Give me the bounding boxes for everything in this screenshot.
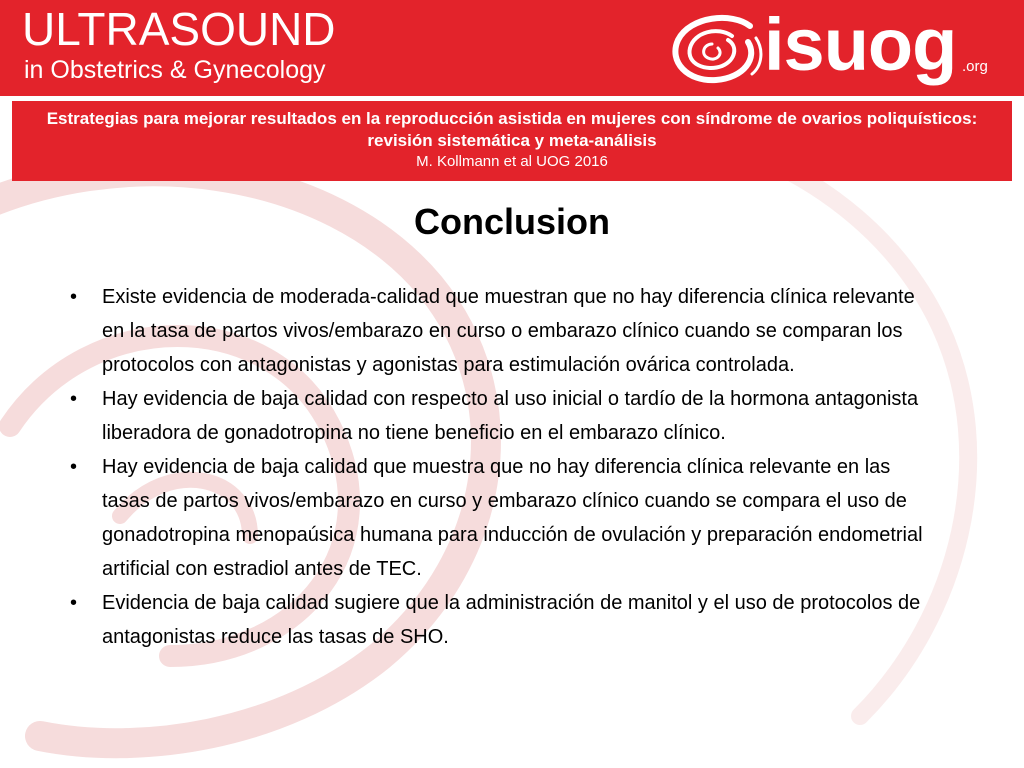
isuog-logo-suffix: .org xyxy=(962,58,988,75)
isuog-logo-text: isuog xyxy=(764,3,957,86)
header-banner xyxy=(0,0,1024,96)
article-title-box xyxy=(12,101,1012,181)
conclusion-list xyxy=(70,280,930,654)
article-citation: M. Kollmann et al UOG 2016 xyxy=(416,153,608,170)
bullet-icon: • xyxy=(70,456,78,478)
bullet-icon: • xyxy=(70,388,78,410)
isuog-logo xyxy=(668,3,1008,90)
list-item xyxy=(70,450,930,586)
journal-subtitle: in Obstetrics & Gynecology xyxy=(24,56,326,84)
article-title: Estrategias para mejorar resultados en la reproducción asistida en mujeres con síndrome de ovarios poliquísticos: revisión sistemática y meta-análisis xyxy=(46,109,978,150)
isuog-swirl-logo-icon xyxy=(668,14,768,86)
page-title: Conclusion xyxy=(414,201,610,242)
list-item-text: Hay evidencia de baja calidad con respecto al uso inicial o tardío de la hormona antagonista liberadora de gonadotropina no tiene beneficio en el embarazo clínico. xyxy=(102,388,919,444)
list-item-text: Evidencia de baja calidad sugiere que la administración de manitol y el uso de protocolos de antagonistas reduce las tasas de SHO. xyxy=(102,592,921,648)
list-item-text: Existe evidencia de moderada-calidad que muestran que no hay diferencia clínica relevante en la tasa de partos vivos/embarazo en curso o embarazo clínico cuando se comparan los protocolos con antagonistas y agonistas para estimulación ovárica controlada. xyxy=(102,286,915,376)
journal-title: ULTRASOUND xyxy=(22,3,336,55)
bullet-icon: • xyxy=(70,286,78,308)
list-item xyxy=(70,586,930,654)
list-item xyxy=(70,280,930,382)
list-item-text: Hay evidencia de baja calidad que muestra que no hay diferencia clínica relevante en las tasas de partos vivos/embarazo en curso y embarazo clínico cuando se compara el uso de gonadotropina menopaúsica humana para inducción de ovulación y preparación endometrial artificial con estradiol antes de TEC. xyxy=(102,456,923,580)
list-item xyxy=(70,382,930,450)
bullet-icon: • xyxy=(70,592,78,614)
